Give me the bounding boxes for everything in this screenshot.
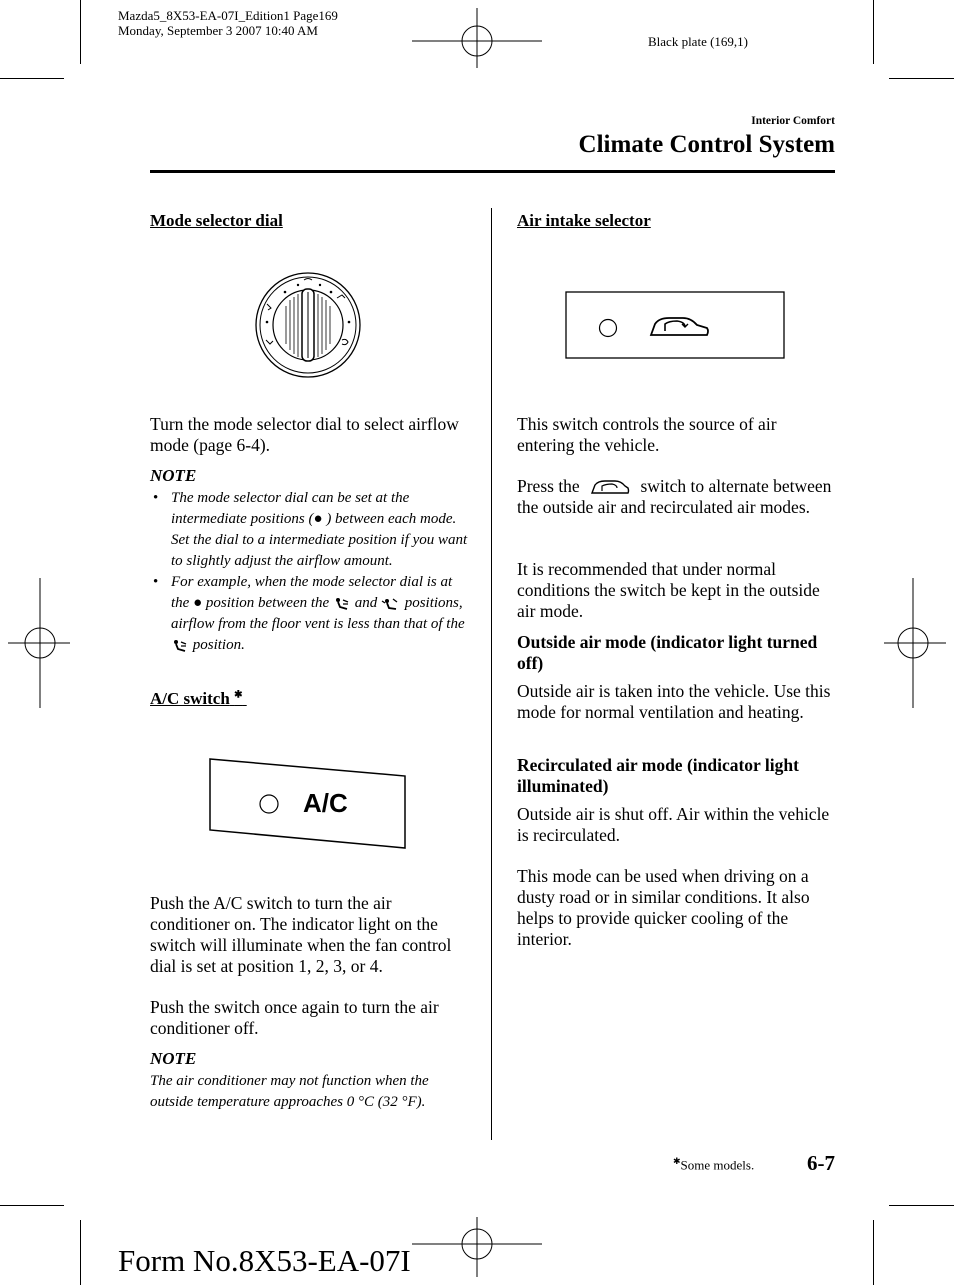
some-models-footnote: ✱Some models. [673, 1156, 755, 1173]
print-info-line2: Monday, September 3 2007 10:40 AM [118, 23, 318, 38]
mode-dial-note-label: NOTE [150, 466, 197, 485]
air-intake-description: This switch controls the source of air entering the vehicle. [517, 414, 777, 455]
print-info [118, 8, 338, 38]
recirculated-air-description: Outside air is shut off. Air within the vehicle is recirculated. [517, 804, 830, 845]
air-intake-switch-illustration [565, 291, 785, 360]
some-models-mark: ✱ [234, 689, 243, 701]
mode-dial-note-1: • The mode selector dial can be set at the intermediate positions (● ) between each mode. Set the dial to a intermediate position if you want to slightly adjust the airflow amount. [150, 488, 472, 572]
page-number: 6-7 [807, 1151, 835, 1175]
registration-mark-left [8, 578, 70, 708]
form-number: Form No.8X53-EA-07I [118, 1243, 411, 1278]
ac-description-1: Push the A/C switch to turn the air conditioner on. The indicator light on the switch will illuminate when the fan control dial is set at position 1, 2, 3, or 4. [150, 893, 452, 976]
floor-vent-icon [333, 597, 351, 611]
ac-note-label: NOTE [150, 1049, 197, 1068]
mode-dial-heading: Mode selector dial [150, 211, 283, 230]
registration-mark-right [884, 578, 946, 708]
some-models-mark: ✱ [673, 1156, 681, 1166]
registration-mark-top [412, 8, 542, 68]
mode-dial-note-2: • For example, when the mode selector dial is at the ● position between the and positions, airflow from the floor vent is less than that of the position. [150, 572, 472, 656]
recirculation-icon [590, 479, 630, 497]
column-divider [491, 208, 492, 1140]
ac-description-2: Push the switch once again to turn the air conditioner off. [150, 997, 439, 1038]
ac-switch-label: A/C [303, 788, 348, 818]
ac-switch-heading: A/C switch ✱ [150, 689, 243, 708]
mode-dial-description: Turn the mode selector dial to select airflow mode (page 6-4). [150, 414, 459, 455]
ac-switch-illustration [209, 758, 406, 850]
outside-air-description: Outside air is taken into the vehicle. Use this mode for normal ventilation and heating. [517, 681, 831, 722]
section-label: Interior Comfort [751, 115, 835, 127]
mode-selector-dial-illustration [254, 270, 362, 380]
outside-air-heading: Outside air mode (indicator light turned off) [517, 632, 818, 673]
air-intake-press-instruction: Press the switch to alternate between the outside air and recirculated air modes. [517, 476, 832, 517]
ac-note-text: The air conditioner may not function when the outside temperature approaches 0 °C (32 °F). [150, 1073, 429, 1110]
recirculated-air-usage: This mode can be used when driving on a dusty road or in similar conditions. It also helps to provide quicker cooling of the interior. [517, 866, 810, 949]
recirculated-air-heading: Recirculated air mode (indicator light illuminated) [517, 755, 799, 796]
air-intake-recommendation: It is recommended that under normal conditions the switch be kept in the outside air mode. [517, 559, 820, 621]
registration-mark-bottom [412, 1217, 542, 1277]
dot-icon: ● [193, 595, 203, 611]
floor-vent-icon [171, 639, 189, 653]
page-title: Climate Control System [578, 131, 835, 158]
mode-dial-notes [150, 488, 472, 656]
plate-label: Black plate (169,1) [648, 34, 748, 49]
print-info-line1: Mazda5_8X53-EA-07I_Edition1 Page169 [118, 8, 338, 23]
floor-defrost-icon [381, 597, 401, 611]
air-intake-heading: Air intake selector [517, 211, 651, 230]
header-rule [150, 170, 835, 173]
dot-icon: ● [313, 511, 323, 527]
